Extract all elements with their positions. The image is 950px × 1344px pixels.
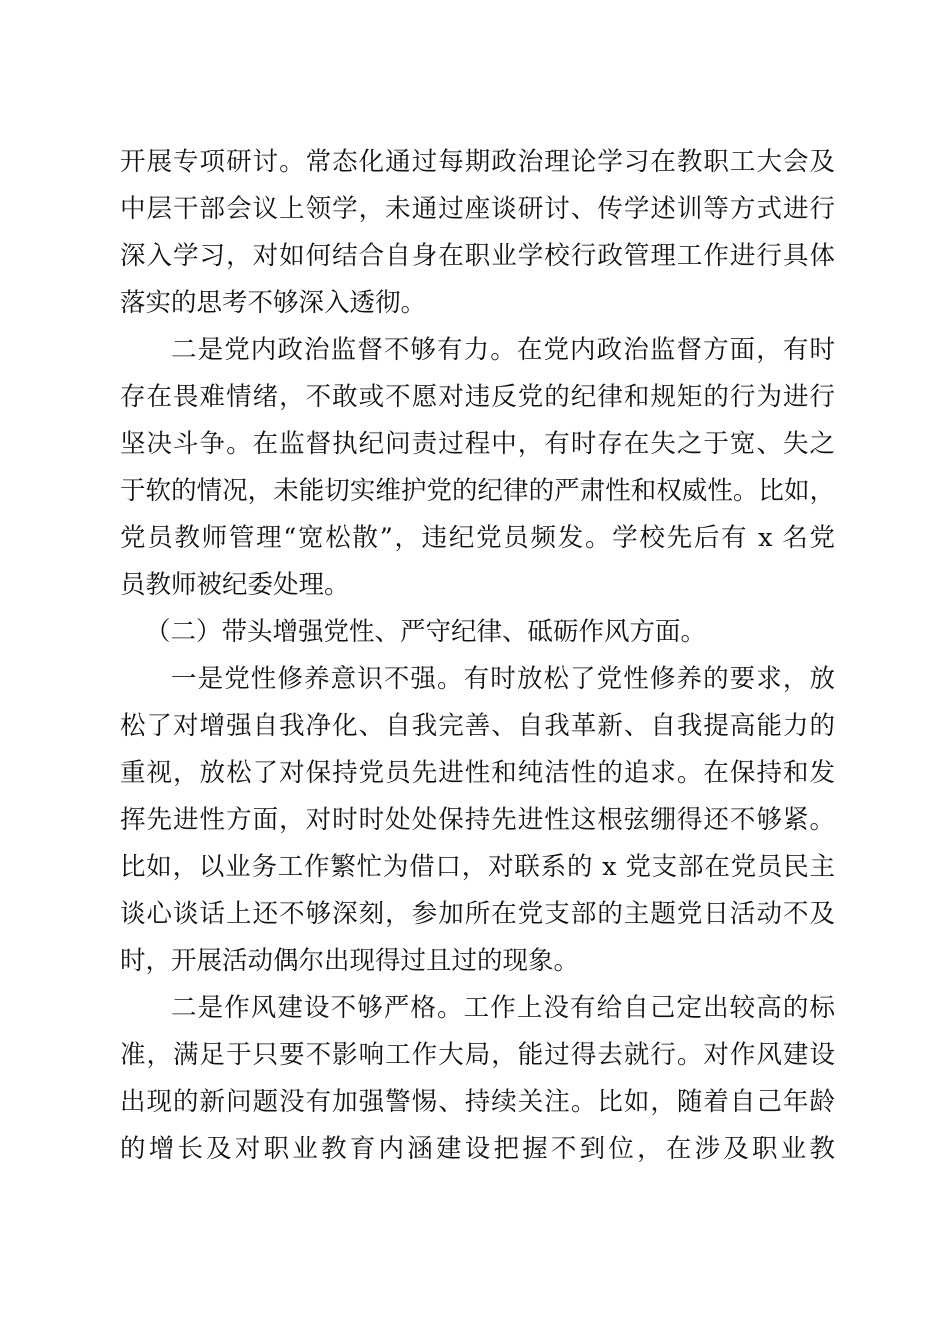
paragraph-line: 谈心谈话上还不够深刻，参加所在党支部的主题党日活动不及 <box>120 899 835 929</box>
paragraph-line: 时，开展活动偶尔出现得过且过的现象。 <box>120 946 580 976</box>
paragraph-line: 重视，放松了对保持党员先进性和纯洁性的追求。在保持和发 <box>120 758 835 788</box>
paragraph-line: 出现的新问题没有加强警惕、持续关注。比如，随着自己年龄 <box>120 1087 835 1117</box>
paragraph-line: 的增长及对职业教育内涵建设把握不到位，在涉及职业教 <box>120 1134 835 1164</box>
paragraph-line: 于软的情况，未能切实维护党的纪律的严肃性和权威性。比如， <box>120 476 835 506</box>
paragraph-line: 二是党内政治监督不够有力。在党内政治监督方面，有时 <box>171 335 835 365</box>
paragraph-line: 深入学习，对如何结合自身在职业学校行政管理工作进行具体 <box>120 241 835 271</box>
paragraph-line: 开展专项研讨。常态化通过每期政治理论学习在教职工大会及 <box>120 147 835 177</box>
paragraph-line: 松了对增强自我净化、自我完善、自我革新、自我提高能力的 <box>120 711 835 741</box>
paragraph-line: 党员教师管理“宽松散”，违纪党员频发。学校先后有 x 名党 <box>120 523 835 553</box>
paragraph-line: 挥先进性方面，对时时处处保持先进性这根弦绷得还不够紧。 <box>120 805 835 835</box>
paragraph-line: 二是作风建设不够严格。工作上没有给自己定出较高的标 <box>171 993 835 1023</box>
paragraph-line: 落实的思考不够深入透彻。 <box>120 288 427 318</box>
paragraph-line: 坚决斗争。在监督执纪问责过程中，有时存在失之于宽、失之 <box>120 429 835 459</box>
paragraph-line: 员教师被纪委处理。 <box>120 570 350 600</box>
paragraph-line: 一是党性修养意识不强。有时放松了党性修养的要求，放 <box>171 664 835 694</box>
section-heading: （二）带头增强党性、严守纪律、砥砺作风方面。 <box>145 617 707 647</box>
paragraph-line: 比如，以业务工作繁忙为借口，对联系的 x 党支部在党员民主 <box>120 852 835 882</box>
paragraph-line: 存在畏难情绪，不敢或不愿对违反党的纪律和规矩的行为进行 <box>120 382 835 412</box>
paragraph-line: 中层干部会议上领学，未通过座谈研讨、传学述训等方式进行 <box>120 194 835 224</box>
paragraph-line: 准，满足于只要不影响工作大局，能过得去就行。对作风建设 <box>120 1040 835 1070</box>
